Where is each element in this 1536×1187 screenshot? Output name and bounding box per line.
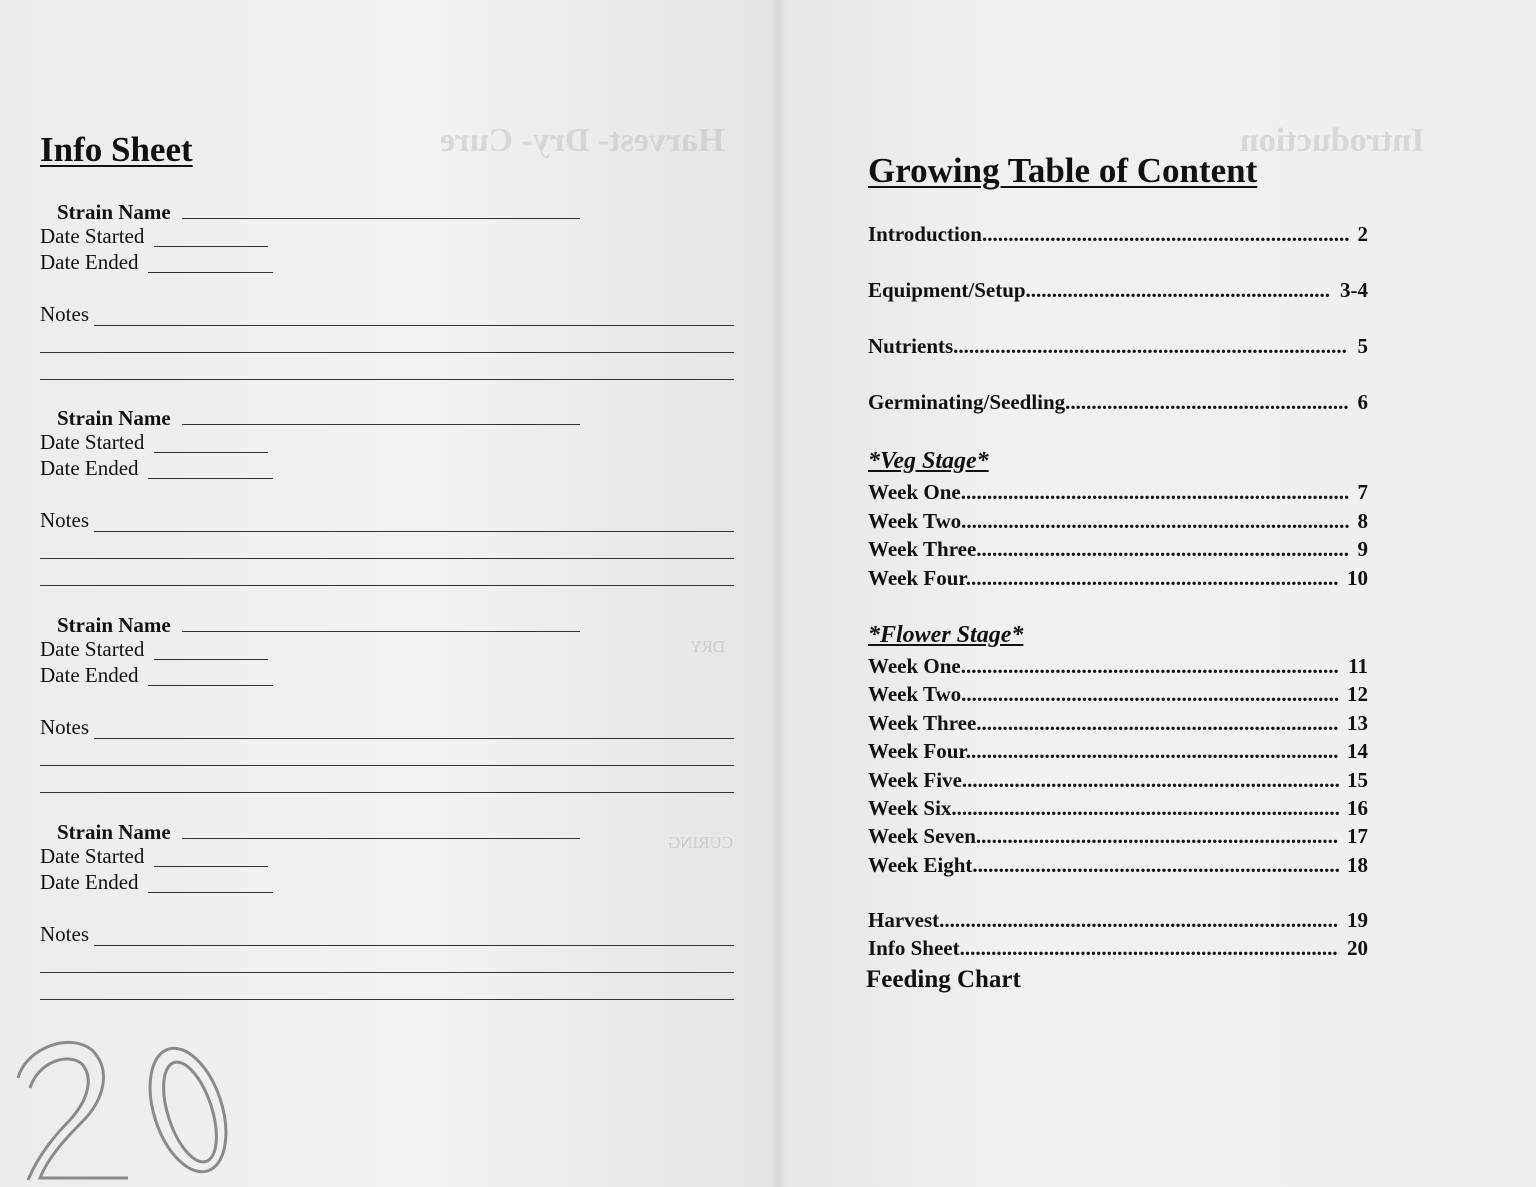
date-started-field[interactable]	[154, 659, 268, 660]
toc-entry[interactable]	[868, 537, 1368, 565]
toc-entry-title: Week Six..........................................................................	[868, 796, 1340, 820]
toc-entry-page: 14	[1347, 739, 1368, 764]
date-ended-field[interactable]	[148, 272, 273, 273]
bleed-through-title-left: Harvest- Dry- Cure	[440, 122, 725, 159]
toc-entry-page: 15	[1347, 767, 1368, 792]
toc-entry-page: 16	[1347, 796, 1368, 820]
toc-entry-title: Harvest............................................................................	[868, 908, 1339, 932]
flower-stage-heading: *Flower Stage*	[868, 622, 1024, 648]
toc-entry-title: Week Five........................................................................	[868, 767, 1340, 792]
toc-title: Growing Table of Content	[868, 151, 1258, 190]
toc-entry-page: 18	[1347, 852, 1368, 877]
strain-name-field[interactable]	[182, 424, 580, 425]
toc-entry-page: 7	[1357, 480, 1368, 504]
date-ended-field[interactable]	[148, 892, 273, 893]
veg-stage-heading: *Veg Stage*	[868, 448, 989, 474]
bleed-through-dry: DRY	[690, 637, 725, 656]
toc-entry-title: Nutrients...........................................................................	[868, 334, 1347, 358]
toc-entry-title: Week Four.......................................................................	[868, 739, 1339, 764]
toc-entry[interactable]	[868, 480, 1368, 508]
toc-entry-title: Introduction......................................................................	[868, 222, 1350, 246]
toc-entry[interactable]	[868, 566, 1368, 594]
toc-entry[interactable]	[868, 682, 1368, 710]
date-ended-field[interactable]	[148, 478, 273, 479]
info-sheet-title: Info Sheet	[40, 130, 193, 169]
toc-entry-title: Week Two........................................................................	[868, 682, 1340, 707]
toc-entry-page: 19	[1347, 908, 1368, 932]
toc-entry[interactable]	[868, 390, 1368, 418]
date-started-field[interactable]	[154, 246, 268, 247]
toc-entry[interactable]	[868, 853, 1368, 881]
toc-feeding-chart: Feeding Chart	[866, 966, 1021, 993]
date-started-label: Date Started	[40, 844, 145, 868]
notes-label: Notes	[40, 508, 89, 532]
notes-line[interactable]	[40, 765, 734, 766]
notes-label: Notes	[40, 922, 89, 946]
toc-entry-title: Info Sheet........................................................................	[868, 936, 1338, 960]
notes-line[interactable]	[40, 999, 734, 1000]
toc-entry[interactable]	[868, 908, 1368, 936]
strain-block	[0, 820, 778, 1020]
toc-entry[interactable]	[868, 222, 1368, 250]
notes-line[interactable]	[40, 792, 734, 793]
strain-block	[0, 200, 778, 400]
toc-entry-title: Week Four.......................................................................	[868, 565, 1339, 590]
toc-entry-page: 9	[1357, 537, 1368, 561]
toc-entry-title: Germinating/Seedling......................................................	[868, 390, 1349, 414]
toc-entry-page: 8	[1357, 508, 1368, 533]
bleed-through-curing: CURING	[668, 833, 734, 852]
strain-name-label: Strain Name	[57, 820, 171, 844]
date-started-field[interactable]	[154, 866, 268, 867]
toc-entry[interactable]	[868, 796, 1368, 824]
notes-label: Notes	[40, 302, 89, 326]
toc-entry[interactable]	[868, 278, 1368, 306]
toc-entry-page: 17	[1347, 824, 1368, 849]
strain-name-label: Strain Name	[57, 613, 171, 637]
toc-entry[interactable]	[868, 334, 1368, 362]
date-started-field[interactable]	[154, 452, 268, 453]
strain-name-field[interactable]	[182, 218, 580, 219]
toc-entry-page: 11	[1348, 654, 1368, 678]
strain-name-label: Strain Name	[57, 406, 171, 430]
toc-entry-title: Week Eight......................................................................	[868, 852, 1340, 877]
toc-entry[interactable]	[868, 509, 1368, 537]
toc-entry[interactable]	[868, 936, 1368, 964]
date-started-label: Date Started	[40, 430, 145, 454]
strain-block	[0, 406, 778, 606]
toc-entry-page: 12	[1347, 682, 1368, 707]
toc-entry[interactable]	[868, 768, 1368, 796]
toc-entry-page: 3-4	[1340, 278, 1368, 302]
toc-entry-title: Equipment/Setup..........................................................	[868, 278, 1331, 302]
toc-entry-page: 13	[1347, 710, 1368, 735]
toc-entry-title: Week Two..........................................................................	[868, 508, 1350, 533]
notes-line[interactable]	[94, 325, 734, 326]
toc-entry-page: 10	[1347, 565, 1368, 590]
toc-entry-title: Week Three.....................................................................	[868, 710, 1339, 735]
toc-entry[interactable]	[868, 739, 1368, 767]
toc-entry-page: 5	[1357, 334, 1368, 358]
date-ended-field[interactable]	[148, 685, 273, 686]
date-started-label: Date Started	[40, 224, 145, 248]
strain-name-field[interactable]	[182, 838, 580, 839]
strain-name-field[interactable]	[182, 631, 580, 632]
bleed-through-title-right: Introduction	[1240, 122, 1425, 159]
toc-entry-page: 2	[1357, 222, 1368, 246]
notes-line[interactable]	[40, 352, 734, 353]
notes-line[interactable]	[40, 558, 734, 559]
date-ended-label: Date Ended	[40, 456, 139, 480]
notes-label: Notes	[40, 715, 89, 739]
page-number-20-outline	[8, 1030, 238, 1187]
date-started-label: Date Started	[40, 637, 145, 661]
notes-line[interactable]	[40, 379, 734, 380]
toc-entry-title: Week Seven.....................................................................	[868, 824, 1339, 849]
notes-line[interactable]	[40, 585, 734, 586]
toc-entry[interactable]	[868, 711, 1368, 739]
toc-entry-title: Week One........................................................................	[868, 654, 1339, 678]
toc-entry-title: Week Three.......................................................................	[868, 537, 1350, 561]
strain-name-label: Strain Name	[57, 200, 171, 224]
notes-line[interactable]	[94, 738, 734, 739]
date-ended-label: Date Ended	[40, 250, 139, 274]
notes-line[interactable]	[40, 972, 734, 973]
notes-line[interactable]	[94, 945, 734, 946]
date-ended-label: Date Ended	[40, 663, 139, 687]
toc-entry[interactable]	[868, 654, 1368, 682]
toc-entry-page: 20	[1347, 936, 1368, 960]
toc-entry-page: 6	[1357, 390, 1368, 414]
toc-entry[interactable]	[868, 824, 1368, 852]
date-ended-label: Date Ended	[40, 870, 139, 894]
notes-line[interactable]	[94, 531, 734, 532]
toc-entry-title: Week One..........................................................................	[868, 480, 1350, 504]
strain-block	[0, 613, 778, 813]
